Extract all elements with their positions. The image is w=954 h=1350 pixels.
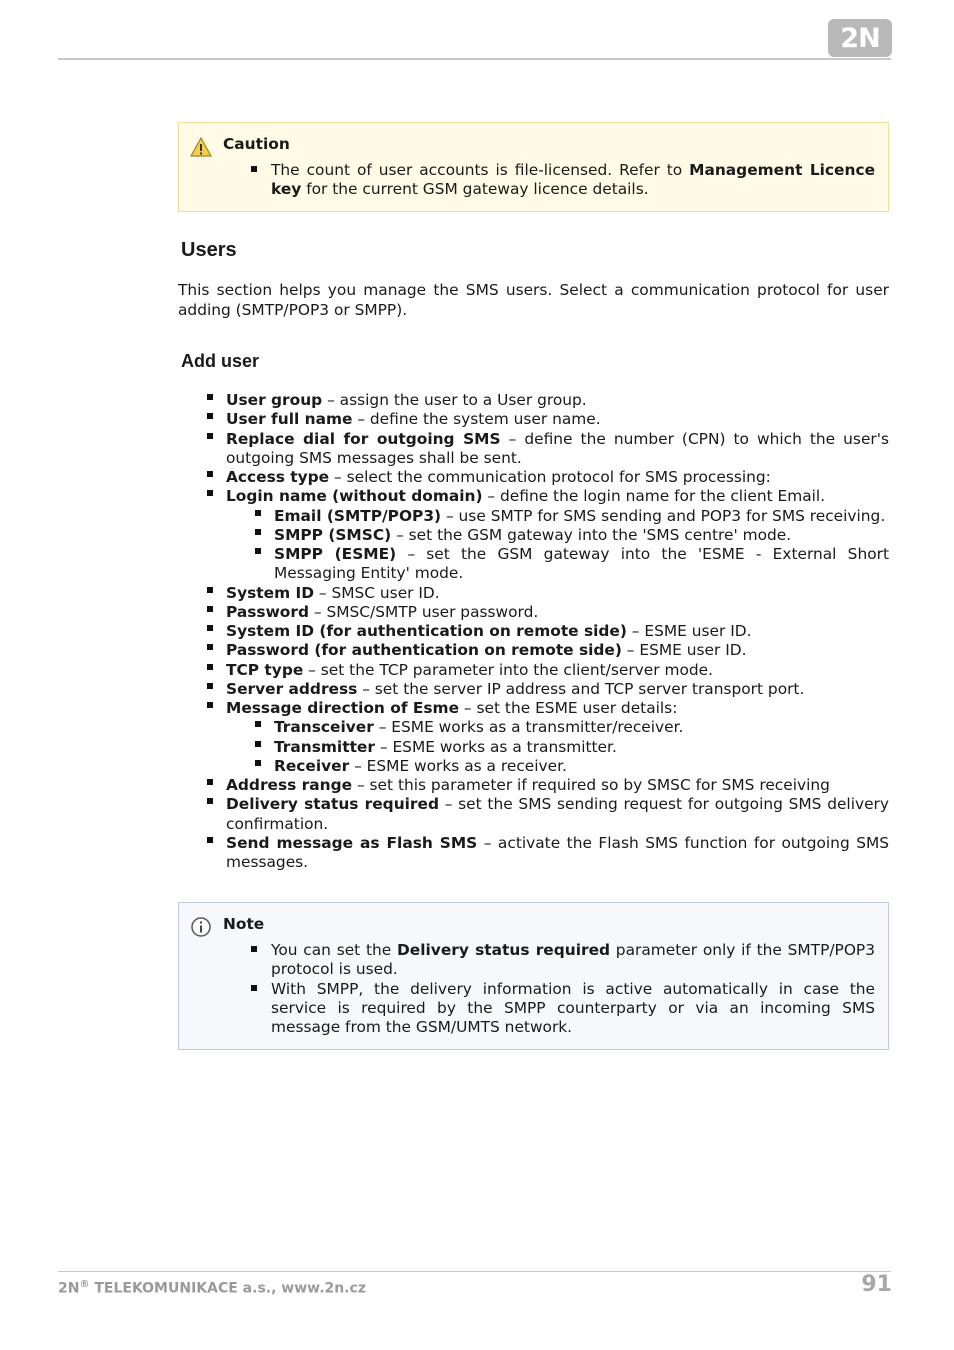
caution-title: Caution	[223, 135, 290, 153]
header-divider	[58, 58, 891, 60]
list-item: SMPP (SMSC) – set the GSM gateway into the 'SMS centre' mode.	[254, 526, 889, 545]
list-item: System ID – SMSC user ID.	[206, 584, 889, 603]
list-item: Email (SMTP/POP3) – use SMTP for SMS sending and POP3 for SMS receiving.	[254, 507, 889, 526]
note-item: You can set the Delivery status required parameter only if the SMTP/POP3 protocol is used.	[251, 941, 875, 980]
add-user-heading: Add user	[181, 351, 260, 371]
caution-item: The count of user accounts is file-licensed. Refer to Management Licence key for the current GSM gateway licence details.	[251, 161, 875, 200]
list-item: Address range – set this parameter if required so by SMSC for SMS receiving	[206, 776, 889, 795]
caution-box	[178, 122, 889, 212]
note-box	[178, 902, 889, 1050]
warning-icon	[190, 136, 212, 158]
list-item: Send message as Flash SMS – activate the Flash SMS function for outgoing SMS messages.	[206, 834, 889, 873]
users-heading: Users	[181, 239, 237, 261]
access-type-sublist	[226, 507, 889, 584]
page-number: 91	[861, 1272, 892, 1297]
add-user-list	[206, 391, 889, 872]
list-item: Password – SMSC/SMTP user password.	[206, 603, 889, 622]
note-item: With SMPP, the delivery information is active automatically in case the service is required by the SMPP counterparty or via an incoming SMS message from the GSM/UMTS network.	[251, 980, 875, 1038]
list-item: Password (for authentication on remote side) – ESME user ID.	[206, 641, 889, 660]
note-list	[251, 941, 875, 1037]
company-logo: 2N	[828, 19, 892, 57]
footer-company: 2N® TELEKOMUNIKACE a.s., www.2n.cz	[58, 1279, 366, 1297]
esme-direction-sublist	[226, 718, 889, 776]
list-item: Server address – set the server IP address and TCP server transport port.	[206, 680, 889, 699]
list-item: TCP type – set the TCP parameter into the client/server mode.	[206, 661, 889, 680]
list-item: Access type – select the communication protocol for SMS processing:	[206, 468, 889, 487]
list-item: Receiver – ESME works as a receiver.	[254, 757, 889, 776]
list-item: User full name – define the system user name.	[206, 410, 889, 429]
note-title: Note	[223, 915, 265, 933]
footer-divider	[58, 1271, 891, 1272]
info-icon	[190, 916, 212, 938]
list-item: Transceiver – ESME works as a transmitter/receiver.	[254, 718, 889, 737]
caution-list	[251, 161, 875, 200]
list-item: Message direction of Esme – set the ESME user details: Transceiver – ESME works as a transmitter/receiver. Transmitter – ESME works as a transmitter. Receiver – ESME works as a receiver.	[206, 699, 889, 776]
list-item: SMPP (ESME) – set the GSM gateway into the 'ESME - External Short Messaging Entity' mode.	[254, 545, 889, 584]
list-item: Delivery status required – set the SMS sending request for outgoing SMS delivery confirmation.	[206, 795, 889, 834]
list-item: Replace dial for outgoing SMS – define the number (CPN) to which the user's outgoing SMS messages shall be sent.	[206, 430, 889, 469]
management-licence-key-ref: Management Licence key	[271, 161, 876, 199]
users-intro: This section helps you manage the SMS users. Select a communication protocol for user adding (SMTP/POP3 or SMPP).	[178, 281, 889, 319]
list-item: Transmitter – ESME works as a transmitter.	[254, 738, 889, 757]
list-item: System ID (for authentication on remote side) – ESME user ID.	[206, 622, 889, 641]
list-item: User group – assign the user to a User group.	[206, 391, 889, 410]
list-item: Login name (without domain) – define the login name for the client Email. Email (SMTP/POP3) – use SMTP for SMS sending and POP3 for SMS receiving. SMPP (SMSC) – set the GSM gateway into the 'SMS centre' mode. SMPP (ESME) – set the GSM gateway into the 'ESME - External Short Messaging Entity' mode.	[206, 487, 889, 583]
